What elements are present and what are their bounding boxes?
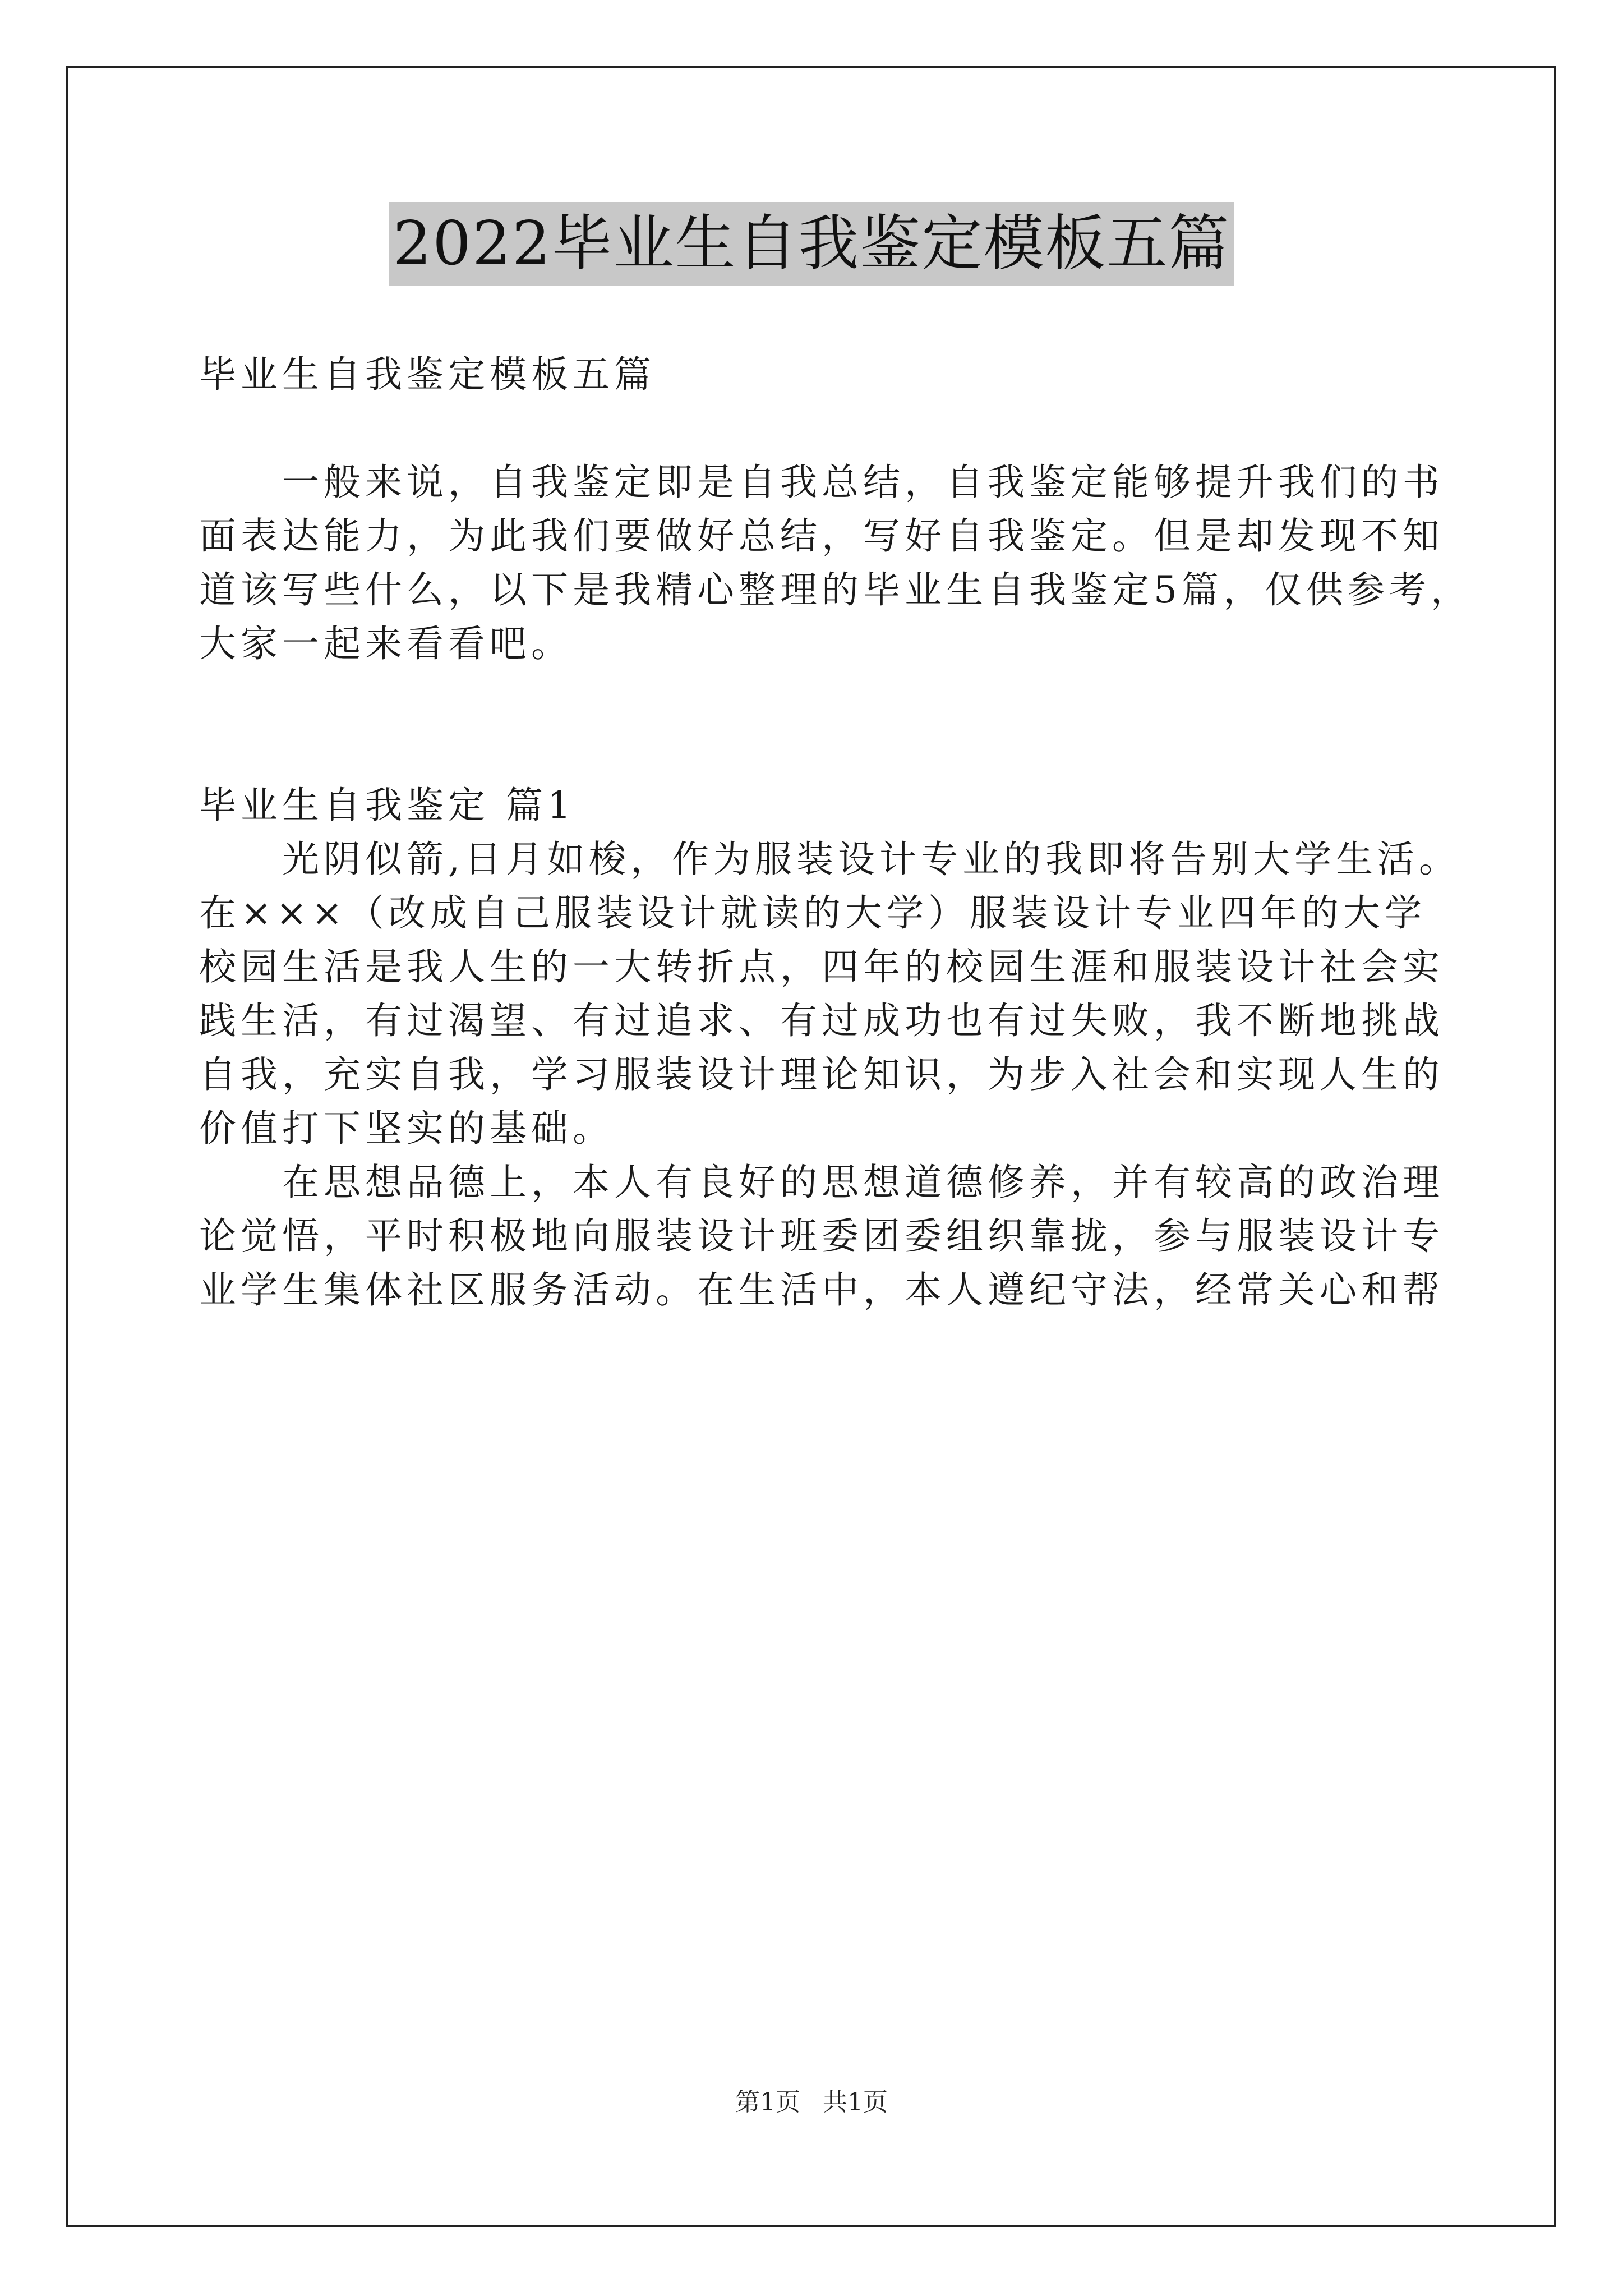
title-wrap xyxy=(0,202,1623,286)
intro-line: 一般来说，自我鉴定即是自我总结，自我鉴定能够提升我们的书 xyxy=(199,461,1444,504)
paragraph-line: 光阴似箭,日月如梭，作为服装设计专业的我即将告别大学生活。 xyxy=(199,838,1460,881)
subtitle: 毕业生自我鉴定模板五篇 xyxy=(199,353,656,396)
paragraph-line: 论觉悟，平时积极地向服装设计班委团委组织靠拢，参与服装设计专 xyxy=(199,1214,1444,1258)
paragraph-2 xyxy=(199,1156,1444,1317)
paragraph-line: 在思想品德上，本人有良好的思想道德修养，并有较高的政治理 xyxy=(199,1161,1444,1204)
intro-line: 面表达能力，为此我们要做好总结，写好自我鉴定。但是却发现不知 xyxy=(199,514,1444,558)
paragraph-line: 校园生活是我人生的一大转折点，四年的校园生涯和服装设计社会实 xyxy=(199,945,1444,988)
intro-line: 大家一起来看看吧。 xyxy=(199,622,573,665)
page-number: 第1页 xyxy=(735,2088,800,2116)
page-total: 共1页 xyxy=(823,2088,888,2116)
page-footer xyxy=(0,2086,1623,2119)
document-body xyxy=(199,348,1472,1317)
intro-paragraph xyxy=(199,455,1472,671)
paragraph-line: 践生活，有过渴望、有过追求、有过成功也有过失败，我不断地挑战 xyxy=(199,999,1444,1042)
paragraph-1 xyxy=(199,832,1460,1156)
intro-line: 道该写些什么，以下是我精心整理的毕业生自我鉴定5篇，仅供参考， xyxy=(199,568,1472,611)
paragraph-line: 在×××（改成自己服装设计就读的大学）服装设计专业四年的大学 xyxy=(199,891,1426,935)
section-heading: 毕业生自我鉴定 篇1 xyxy=(199,784,575,827)
paragraph-line: 自我，充实自我，学习服装设计理论知识，为步入社会和实现人生的 xyxy=(199,1053,1444,1096)
paragraph-line: 价值打下坚实的基础。 xyxy=(199,1107,614,1150)
paragraph-line: 业学生集体社区服务活动。在生活中，本人遵纪守法，经常关心和帮 xyxy=(199,1268,1444,1312)
document-title: 2022毕业生自我鉴定模板五篇 xyxy=(389,202,1235,286)
